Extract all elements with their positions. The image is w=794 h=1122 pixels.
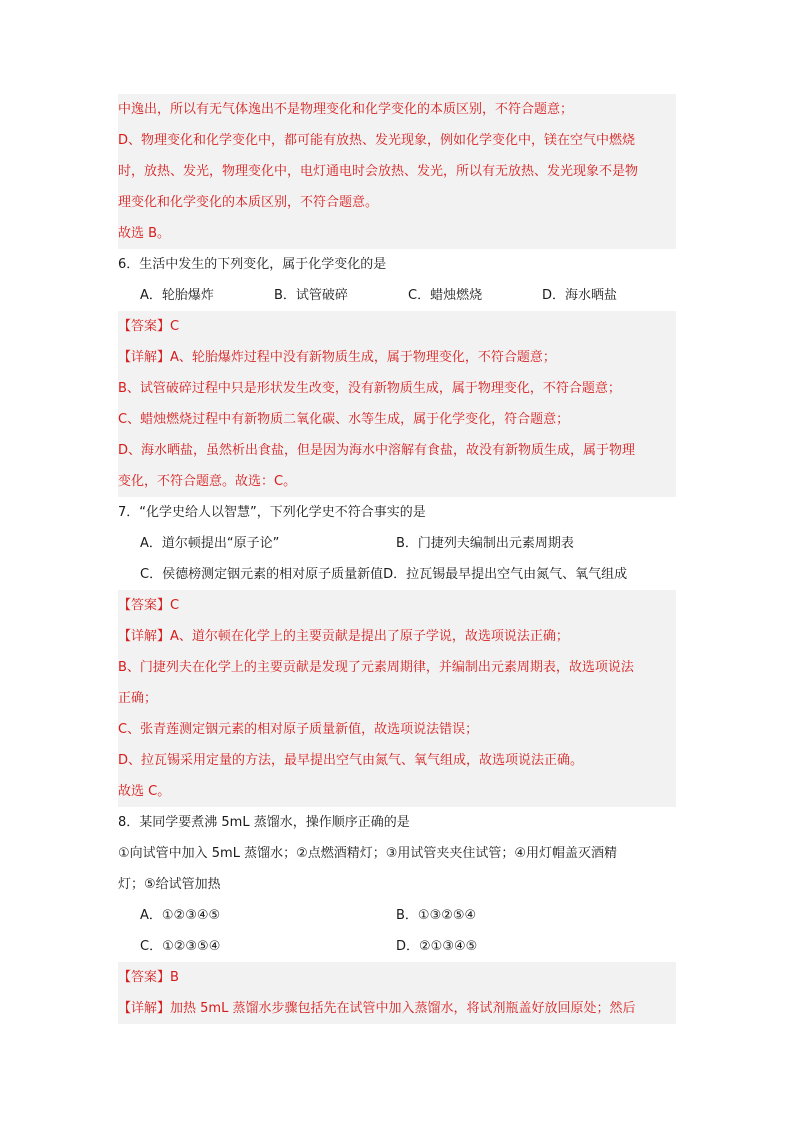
option-c: C．侯德榜测定铟元素的相对原子质量新值 bbox=[140, 567, 384, 582]
explanation-line: 中逸出，所以有无气体逸出不是物理变化和化学变化的本质区别，不符合题意； bbox=[118, 102, 574, 117]
answer-line: 【答案】C bbox=[118, 319, 180, 334]
answer-line: 【答案】B bbox=[118, 970, 179, 985]
answer-line: 【答案】C bbox=[118, 598, 180, 613]
detail-line: C、张青莲测定铟元素的相对原子质量新值，故选项说法错误； bbox=[118, 722, 479, 737]
question-6-stem: 6．生活中发生的下列变化，属于化学变化的是 bbox=[118, 257, 387, 272]
detail-line: D、海水晒盐，虽然析出食盐，但是因为海水中溶解有食盐，故没有新物质生成，属于物理 bbox=[118, 443, 636, 458]
question-7-options-row2 bbox=[118, 559, 676, 590]
question-8-options-row2 bbox=[118, 931, 676, 962]
detail-line: 正确； bbox=[118, 691, 158, 706]
option-a: A．①②③④⑤ bbox=[140, 908, 221, 923]
previous-explanation-block bbox=[118, 94, 676, 249]
option-b: B．①③②⑤④ bbox=[396, 908, 477, 923]
option-d: D．海水晒盐 bbox=[542, 288, 618, 303]
option-d: D．拉瓦锡最早提出空气由氮气、氧气组成 bbox=[383, 567, 628, 582]
option-d: D．②①③④⑤ bbox=[396, 939, 478, 954]
detail-line: C、蜡烛燃烧过程中有新物质二氧化碳、水等生成，属于化学变化，符合题意； bbox=[118, 412, 570, 427]
question-8-steps-line: ①向试管中加入 5mL 蒸馏水；②点燃酒精灯；③用试管夹夹住试管；④用灯帽盖灭酒精 bbox=[118, 846, 618, 861]
explanation-line: 时，放热、发光，物理变化中，电灯通电时会放热、发光，所以有无放热、发光现象不是物 bbox=[118, 164, 639, 179]
question-8-steps-line: 灯；⑤给试管加热 bbox=[118, 877, 221, 892]
document-page bbox=[118, 94, 676, 1024]
conclusion-line: 故选 B。 bbox=[118, 226, 171, 241]
option-a: A．轮胎爆炸 bbox=[140, 288, 214, 303]
conclusion-line: 故选 C。 bbox=[118, 784, 171, 799]
option-c: C．①②③⑤④ bbox=[140, 939, 221, 954]
question-7-solution bbox=[118, 590, 676, 807]
detail-line: 【详解】加热 5mL 蒸馏水步骤包括先在试管中加入蒸馏水，将试剂瓶盖好放回原处；然后 bbox=[118, 1001, 636, 1016]
detail-line: B、门捷列夫在化学上的主要贡献是发现了元素周期律，并编制出元素周期表，故选项说法 bbox=[118, 660, 634, 675]
option-c: C．蜡烛燃烧 bbox=[408, 288, 483, 303]
explanation-line: D、物理变化和化学变化中，都可能有放热、发光现象，例如化学变化中，镁在空气中燃烧 bbox=[118, 133, 636, 148]
detail-line: 变化，不符合题意。故选：C。 bbox=[118, 474, 297, 489]
explanation-line: 理变化和化学变化的本质区别，不符合题意。 bbox=[118, 195, 379, 210]
option-b: B．试管破碎 bbox=[274, 288, 348, 303]
question-7-stem: 7．“化学史给人以智慧”，下列化学史不符合事实的是 bbox=[118, 505, 426, 520]
detail-line: B、试管破碎过程中只是形状发生改变，没有新物质生成，属于物理变化，不符合题意； bbox=[118, 381, 621, 396]
detail-line: 【详解】A、轮胎爆炸过程中没有新物质生成，属于物理变化，不符合题意； bbox=[118, 350, 556, 365]
option-a: A．道尔顿提出“原子论” bbox=[140, 536, 280, 551]
question-7-options-row1 bbox=[118, 528, 676, 559]
question-6-solution bbox=[118, 311, 676, 497]
detail-line: 【详解】A、道尔顿在化学上的主要贡献是提出了原子学说，故选项说法正确； bbox=[118, 629, 569, 644]
question-8-solution bbox=[118, 962, 676, 1024]
question-6-options bbox=[118, 280, 676, 311]
option-b: B．门捷列夫编制出元素周期表 bbox=[396, 536, 574, 551]
question-8-stem: 8．某同学要煮沸 5mL 蒸馏水，操作顺序正确的是 bbox=[118, 815, 410, 830]
question-8-options-row1 bbox=[118, 900, 676, 931]
detail-line: D、拉瓦锡采用定量的方法，最早提出空气由氮气、氧气组成，故选项说法正确。 bbox=[118, 753, 584, 768]
